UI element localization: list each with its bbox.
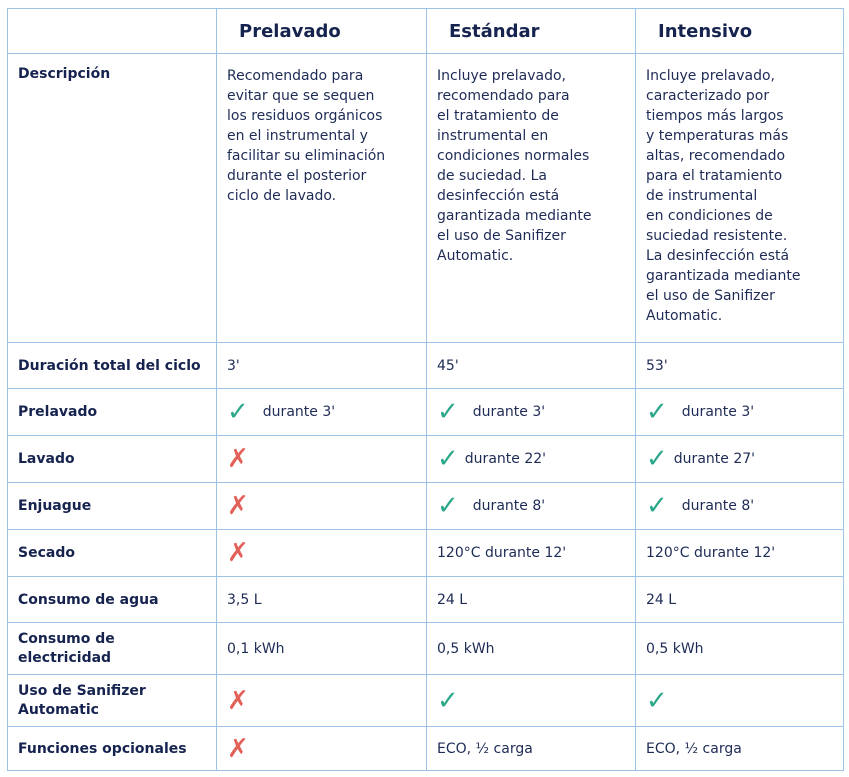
desc-estandar: Incluye prelavado, recomendado para el tratamiento de instrumental en condiciones normales de suciedad. La desinfección está garantizada mediante el uso de Sanifizer Automatic. [427, 54, 636, 343]
value-text: durante 3' [262, 404, 336, 420]
header-empty [8, 9, 217, 54]
label-descripcion: Descripción [8, 54, 217, 343]
check-icon: ✓ [437, 397, 459, 427]
program-comparison-table [7, 8, 844, 771]
row-enjuague [8, 483, 844, 530]
value-duracion-estandar: 45' [427, 343, 636, 389]
value-electricidad-estandar: 0,5 kWh [427, 623, 636, 675]
header-intensivo: Intensivo [636, 9, 844, 54]
label-agua: Consumo de agua [8, 577, 217, 623]
value-prelavado-prelavado [217, 389, 427, 436]
cross-icon: ✗ [227, 685, 249, 716]
value-lavado-intensivo [636, 436, 844, 483]
label-enjuague: Enjuague [8, 483, 217, 530]
value-sanifizer-intensivo [636, 675, 844, 727]
check-icon: ✓ [227, 397, 249, 427]
cross-icon: ✗ [227, 538, 249, 568]
label-prelavado: Prelavado [8, 389, 217, 436]
value-sanifizer-estandar [427, 675, 636, 727]
header-estandar: Estándar [427, 9, 636, 54]
row-secado [8, 530, 844, 577]
row-lavado [8, 436, 844, 483]
header-prelavado: Prelavado [217, 9, 427, 54]
label-secado: Secado [8, 530, 217, 577]
check-icon: ✓ [437, 491, 459, 521]
value-text: durante 3' [681, 404, 755, 420]
label-sanifizer: Uso de Sanifizer Automatic [8, 675, 217, 727]
value-enjuague-estandar [427, 483, 636, 530]
value-enjuague-intensivo [636, 483, 844, 530]
value-text: durante 22' [464, 451, 546, 467]
value-electricidad-intensivo: 0,5 kWh [636, 623, 844, 675]
value-duracion-intensivo: 53' [636, 343, 844, 389]
check-icon: ✓ [646, 685, 668, 716]
row-agua [8, 577, 844, 623]
value-opcionales-prelavado [217, 727, 427, 771]
desc-intensivo: Incluye prelavado, caracterizado por tiempos más largos y temperaturas más altas, recomendado para el tratamiento de instrumental en condiciones de suciedad resistente. La desinfección está garantizada mediante el uso de Sanifizer Automatic. [636, 54, 844, 343]
cross-icon: ✗ [227, 444, 249, 474]
row-descripcion [8, 54, 844, 343]
value-electricidad-prelavado: 0,1 kWh [217, 623, 427, 675]
header-row [8, 9, 844, 54]
value-prelavado-intensivo [636, 389, 844, 436]
check-icon: ✓ [646, 444, 668, 474]
value-sanifizer-prelavado [217, 675, 427, 727]
value-opcionales-intensivo: ECO, ½ carga [636, 727, 844, 771]
value-text: durante 3' [472, 404, 546, 420]
value-enjuague-prelavado [217, 483, 427, 530]
row-prelavado [8, 389, 844, 436]
comparison-table-wrapper [7, 8, 844, 771]
value-agua-estandar: 24 L [427, 577, 636, 623]
value-secado-intensivo: 120°C durante 12' [636, 530, 844, 577]
label-lavado: Lavado [8, 436, 217, 483]
check-icon: ✓ [437, 685, 459, 716]
value-prelavado-estandar [427, 389, 636, 436]
value-secado-prelavado [217, 530, 427, 577]
value-text: durante 27' [673, 451, 755, 467]
row-sanifizer [8, 675, 844, 727]
check-icon: ✓ [437, 444, 459, 474]
value-lavado-prelavado [217, 436, 427, 483]
check-icon: ✓ [646, 491, 668, 521]
cross-icon: ✗ [227, 491, 249, 521]
value-lavado-estandar [427, 436, 636, 483]
value-secado-estandar: 120°C durante 12' [427, 530, 636, 577]
row-electricidad [8, 623, 844, 675]
label-electricidad: Consumo de electricidad [8, 623, 217, 675]
value-text: durante 8' [681, 498, 755, 514]
value-agua-intensivo: 24 L [636, 577, 844, 623]
label-duracion: Duración total del ciclo [8, 343, 217, 389]
desc-prelavado: Recomendado para evitar que se sequen los residuos orgánicos en el instrumental y facilitar su eliminación durante el posterior ciclo de lavado. [217, 54, 427, 343]
cross-icon: ✗ [227, 733, 249, 764]
label-opcionales: Funciones opcionales [8, 727, 217, 771]
value-agua-prelavado: 3,5 L [217, 577, 427, 623]
check-icon: ✓ [646, 397, 668, 427]
row-opcionales [8, 727, 844, 771]
value-duracion-prelavado: 3' [217, 343, 427, 389]
value-opcionales-estandar: ECO, ½ carga [427, 727, 636, 771]
row-duracion [8, 343, 844, 389]
value-text: durante 8' [472, 498, 546, 514]
